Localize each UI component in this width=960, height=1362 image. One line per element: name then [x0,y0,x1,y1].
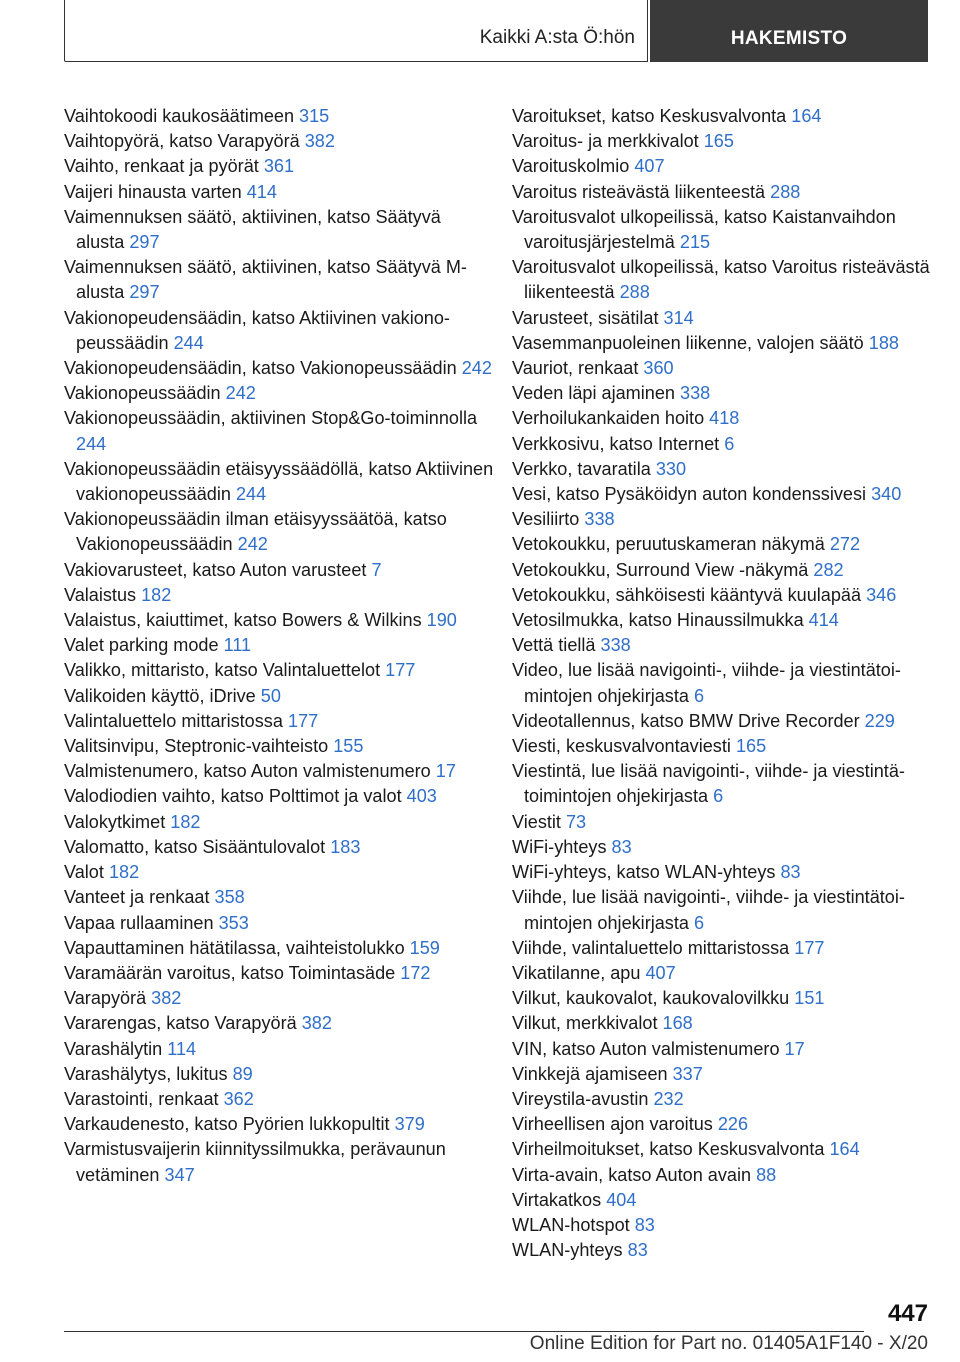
index-entry [512,104,937,129]
index-entry-term: Valitsinvipu, Steptronic-vaihteisto [64,736,334,757]
index-entry-term: WiFi-yhteys [512,836,612,857]
index-entry [64,205,494,255]
index-entry [512,734,937,759]
index-entry-term: Varashälytin [64,1038,168,1059]
index-entry-term: Varoitusvalot ulkopeilissä, katso Varoitus risteävästä liikenteestä [512,257,930,303]
page-reference-link[interactable]: 73 [565,811,587,832]
index-entry [512,658,937,708]
index-entry [64,885,494,910]
page-reference-link[interactable]: 414 [246,181,277,202]
page-reference-link[interactable]: 288 [770,181,801,202]
index-entry [512,306,937,331]
page-reference-link[interactable]: 183 [330,836,361,857]
index-entry [64,255,494,305]
index-entry-term: Vanteet ja renkaat [64,887,215,908]
index-entry [64,558,494,583]
index-entry-term: Vaihtokoodi kaukosäätimeen [64,106,300,126]
index-entry [512,709,937,734]
page-reference-link[interactable]: 314 [663,307,694,328]
index-entry-term: Vakionopeussäädin ilman etäisyyssäätöä, katso Vakionopeussäädin [64,509,447,555]
page-reference-link[interactable]: 114 [167,1038,197,1059]
page-reference-link[interactable]: 353 [218,912,249,933]
page-reference-link[interactable]: 151 [794,988,825,1009]
page-reference-link[interactable]: 414 [808,610,839,631]
index-entry-term: Vettä tiellä [512,635,601,656]
index-entry [512,532,937,557]
index-entry-term: Vakionopeudensäädin, katso Aktiivinen vakionopeussäädin [64,307,450,353]
page-reference-link[interactable]: 89 [232,1063,253,1084]
page-reference-link[interactable]: 229 [864,710,895,731]
index-entry-term: Vikatilanne, apu [512,962,646,983]
footer-divider [64,1331,864,1332]
page-reference-link[interactable]: 330 [655,458,687,479]
index-entry-term: Vakionopeussäädin [64,383,226,404]
index-entry [512,457,937,482]
index-entry-term: Vilkut, merkkivalot [512,1013,663,1034]
index-entry [512,583,937,608]
page-reference-link[interactable]: 382 [304,131,335,152]
index-entry-term: Varashälytys, lukitus [64,1063,233,1084]
index-entry-term: Varoitus- ja merkkivalot [512,131,704,152]
page-reference-link[interactable]: 297 [129,232,160,253]
index-entry-term: WiFi-yhteys, katso WLAN-yhteys [512,862,781,883]
index-entry [64,406,494,456]
page-reference-link[interactable]: 172 [400,962,431,983]
index-entry-term: Vauriot, renkaat [512,358,644,379]
page-reference-link[interactable]: 111 [223,635,252,656]
index-entry-term: Varoitus risteävästä liikenteestä [512,181,771,202]
page-reference-link[interactable]: 159 [409,937,440,958]
page-reference-link[interactable]: 282 [813,559,844,580]
page-reference-link[interactable]: 6 [724,433,735,454]
index-entry-term: Veden läpi ajaminen [512,383,680,404]
page-reference-link[interactable]: 165 [735,736,767,757]
index-entry-term: Valintaluettelo mittaristossa [64,710,288,731]
index-entry-term: Valomatto, katso Sisääntulovalot [64,836,331,857]
index-entry [64,180,494,205]
chapter-title: HAKEMISTO [730,28,848,49]
page-reference-link[interactable]: 164 [791,106,822,126]
index-entry [512,356,937,381]
index-entry-term: Virheilmoitukset, katso Keskusvalvonta [512,1139,830,1160]
index-entry [64,356,494,381]
page-reference-link[interactable]: 188 [868,332,899,353]
index-entry [512,936,937,961]
index-entry-term: Vinkkejä ajamiseen [512,1063,673,1084]
page-reference-link[interactable]: 168 [662,1013,693,1034]
index-entry-term: Valaistus [64,584,142,605]
index-entry-term: Valot [64,862,109,883]
index-entry [512,1238,937,1263]
index-entry [512,1163,937,1188]
index-entry-term: Varusteet, sisätilat [512,307,664,328]
index-entry [64,1087,494,1112]
index-entry-term: Valaistus, kaiuttimet, katso Bowers & Wilkins [64,610,427,631]
index-entry-term: Vilkut, kaukovalot, kaukovalovilkku [512,988,795,1009]
section-tab [64,0,648,62]
page-reference-link[interactable]: 297 [129,282,160,303]
page-reference-link[interactable]: 340 [871,484,902,505]
page-reference-link[interactable]: 164 [829,1139,860,1160]
index-column-left [64,104,494,1188]
index-entry [64,583,494,608]
index-entry-term: Vaihto, renkaat ja pyörät [64,156,264,177]
index-entry [512,810,937,835]
page-reference-link[interactable]: 7 [371,559,382,580]
index-entry [512,432,937,457]
index-entry-term: Virta-avain, katso Auton avain [512,1164,757,1185]
index-entry-term: Vasemmanpuoleinen liikenne, valojen säätö [512,332,869,353]
index-entry-term: Vapauttaminen hätätilassa, vaihteistolukko [64,937,410,958]
index-entry-term: Vireystila-avustin [512,1088,654,1109]
index-entry [512,885,937,935]
index-entry [512,1137,937,1162]
page-reference-link[interactable]: 407 [634,156,665,177]
page-reference-link[interactable]: 347 [164,1164,195,1185]
index-entry-term: Video, lue lisää navigointi-, viihde- ja viestintätoimintojen ohjekirjasta [512,660,901,706]
index-entry-term: Vetosilmukka, katso Hinaussilmukka [512,610,809,631]
page-reference-link[interactable]: 50 [260,685,281,706]
page-reference-link[interactable]: 361 [263,156,295,177]
page-reference-link[interactable]: 177 [287,710,319,731]
index-entry-term: Vakiovarusteet, katso Auton varusteet [64,559,372,580]
page-reference-link[interactable]: 155 [333,736,364,757]
index-entry [512,558,937,583]
page-reference-link[interactable]: 338 [680,383,711,404]
page-reference-link[interactable]: 190 [426,610,457,631]
index-entry [512,1011,937,1036]
index-entry [64,306,494,356]
index-entry [512,633,937,658]
index-entry [512,860,937,885]
index-entry-term: Valet parking mode [64,635,224,656]
index-entry-term: Vetokoukku, sähköisesti kääntyvä kuulapää [512,584,867,605]
page-reference-link[interactable]: 244 [76,433,107,454]
page-reference-link[interactable]: 338 [584,509,615,530]
index-entry-term: Valodiodien vaihto, katso Polttimot ja valot [64,786,407,807]
page-reference-link[interactable]: 404 [606,1189,637,1210]
index-entry [64,860,494,885]
page-number: 447 [887,1300,928,1327]
index-entry [512,507,937,532]
index-entry [512,759,937,809]
page-reference-link[interactable]: 362 [223,1088,254,1109]
index-entry-term: Vaihtopyörä, katso Varapyörä [64,131,305,152]
index-entry [64,658,494,683]
index-entry-term: Vakionopeudensäädin, katso Vakionopeussäädin [64,358,462,379]
page-reference-link[interactable]: 242 [461,358,492,379]
index-entry-term: Vetokoukku, Surround View -näkymä [512,559,814,580]
page-reference-link[interactable]: 226 [717,1114,749,1135]
index-entry [64,633,494,658]
index-entry-term: Valmistenumero, katso Auton valmistenumero [64,761,436,782]
page-reference-link[interactable]: 165 [703,131,734,152]
index-entry [512,1037,937,1062]
index-entry [512,406,937,431]
index-entry-term: Viihde, lue lisää navigointi-, viihde- ja viestintätoimintojen ohjekirjasta [512,887,905,933]
index-entry [64,784,494,809]
page-reference-link[interactable]: 358 [214,887,245,908]
index-entry-term: Vararengas, katso Varapyörä [64,1013,302,1034]
index-entry-term: Viesti, keskusvalvontaviesti [512,736,736,757]
index-entry-term: Viestit [512,811,566,832]
index-entry [64,1011,494,1036]
page-reference-link[interactable]: 6 [693,912,705,933]
index-entry [512,205,937,255]
index-entry-term: Varkaudenesto, katso Pyörien lukkopultit [64,1114,395,1135]
index-entry [512,1188,937,1213]
page-reference-link[interactable]: 407 [645,962,676,983]
index-entry-term: Varmistusvaijerin kiinnityssilmukka, perävaunun vetäminen [64,1139,446,1185]
page-reference-link[interactable]: 360 [643,358,674,379]
index-entry [64,608,494,633]
index-entry-term: Vaimennuksen säätö, aktiivinen, katso Säätyvä M-alusta [64,257,467,303]
page-reference-link[interactable]: 83 [634,1214,655,1235]
index-entry [512,1112,937,1137]
page-reference-link[interactable]: 242 [225,383,256,404]
index-entry-term: Vesi, katso Pysäköidyn auton kondenssivesi [512,484,872,505]
index-entry-term: Varoituskolmio [512,156,635,177]
page-reference-link[interactable]: 288 [619,282,650,303]
page-reference-link[interactable]: 177 [794,937,825,958]
index-entry [512,1062,937,1087]
index-entry [512,180,937,205]
index-entry [64,507,494,557]
footer-edition: Online Edition for Part no. 01405A1F140 - X/20 [529,1333,928,1354]
index-entry-term: Varoitusvalot ulkopeilissä, katso Kaistanvaihdon varoitusjärjestelmä [512,206,896,253]
page-reference-link[interactable]: 242 [237,534,268,555]
index-entry [64,1112,494,1137]
index-entry-term: Verkko, tavaratila [512,458,656,479]
index-entry [512,961,937,986]
index-entry [64,1137,494,1187]
index-entry [64,810,494,835]
index-entry [512,129,937,154]
index-entry [64,1037,494,1062]
index-entry [64,684,494,709]
index-entry [512,331,937,356]
index-entry [512,608,937,633]
index-entry-term: Varastointi, renkaat [64,1088,224,1109]
index-entry-term: Vapaa rullaaminen [64,912,219,933]
index-entry [64,936,494,961]
index-entry [64,709,494,734]
page-reference-link[interactable]: 244 [173,332,204,353]
index-entry-term: Valokytkimet [64,811,171,832]
index-entry [512,986,937,1011]
page-reference-link[interactable]: 315 [299,106,330,126]
page-reference-link[interactable]: 232 [653,1088,684,1109]
index-entry-term: Vesiliirto [512,509,585,530]
index-entry [64,986,494,1011]
index-entry [64,129,494,154]
index-entry-term: Vaijeri hinausta varten [64,181,247,202]
index-entry-term: Verkkosivu, katso Internet [512,433,725,454]
page-reference-link[interactable]: 346 [866,584,897,605]
index-entry [512,482,937,507]
chapter-tab [650,0,928,62]
index-entry-term: Virheellisen ajon varoitus [512,1114,718,1135]
index-entry-term: Valikoiden käyttö, iDrive [64,685,261,706]
page-reference-link[interactable]: 403 [406,786,437,807]
page-reference-link[interactable]: 215 [679,232,711,253]
page-reference-link[interactable]: 83 [780,862,801,883]
index-entry [64,1062,494,1087]
index-entry [512,255,937,305]
index-entry [64,759,494,784]
index-entry [512,154,937,179]
page-reference-link[interactable]: 6 [713,786,724,807]
page-reference-link[interactable]: 88 [756,1164,777,1185]
page-reference-link[interactable]: 17 [435,761,456,782]
index-entry [64,381,494,406]
index-entry-term: Videotallennus, katso BMW Drive Recorder [512,710,865,731]
index-entry-term: Vetokoukku, peruutuskameran näkymä [512,534,830,555]
index-entry-term: Varoitukset, katso Keskusvalvonta [512,106,792,126]
index-entry [64,911,494,936]
page-header [64,0,928,64]
index-entry-term: Vakionopeussäädin, aktiivinen Stop&Go-toiminnolla [64,408,478,429]
index-entry [64,154,494,179]
index-entry [64,104,494,129]
index-entry-term: WLAN-yhteys [512,1240,628,1261]
page-reference-link[interactable]: 244 [235,484,267,505]
index-entry [64,961,494,986]
index-entry-term: Varamäärän varoitus, katso Toimintasäde [64,962,401,983]
page-reference-link[interactable]: 182 [108,862,140,883]
page-reference-link[interactable]: 382 [301,1013,332,1034]
section-label: Kaikki A:sta Ö:hön [479,27,635,48]
index-entry-term: WLAN-hotspot [512,1214,635,1235]
index-entry [64,457,494,507]
page-reference-link[interactable]: 338 [600,635,631,656]
index-entry-term: Verhoilukankaiden hoito [512,408,710,429]
index-entry [64,734,494,759]
page-reference-link[interactable]: 6 [693,685,705,706]
page-reference-link[interactable]: 177 [385,660,416,681]
index-entry-term: Varapyörä [64,988,152,1009]
index-entry-term: Viihde, valintaluettelo mittaristossa [512,937,795,958]
page-reference-link[interactable]: 418 [709,408,740,429]
page-reference-link[interactable]: 382 [151,988,182,1009]
index-entry [512,1213,937,1238]
index-entry-term: Viestintä, lue lisää navigointi-, viihde- ja viestintätoimintojen ohjekirjasta [512,761,905,807]
page-reference-link[interactable]: 272 [829,534,861,555]
index-entry-term: VIN, katso Auton valmistenumero [512,1038,785,1059]
page-reference-link[interactable]: 83 [627,1240,648,1261]
page-reference-link[interactable]: 182 [141,584,172,605]
index-entry-term: Vakionopeussäädin etäisyyssäädöllä, katso Aktiivinen vakionopeussäädin [64,458,494,505]
index-entry [512,835,937,860]
page-reference-link[interactable]: 83 [611,836,632,857]
index-column-right [512,104,937,1263]
index-entry-term: Virtakatkos [512,1189,607,1210]
page-reference-link[interactable]: 17 [784,1038,805,1059]
index-entry [64,835,494,860]
page-reference-link[interactable]: 379 [394,1114,425,1135]
index-entry [512,1087,937,1112]
index-entry [512,381,937,406]
page-reference-link[interactable]: 337 [672,1063,703,1084]
index-entry-term: Valikko, mittaristo, katso Valintaluettelot [64,660,386,681]
index-entry-term: Vaimennuksen säätö, aktiivinen, katso Säätyvä alusta [64,206,441,253]
page-reference-link[interactable]: 182 [170,811,201,832]
